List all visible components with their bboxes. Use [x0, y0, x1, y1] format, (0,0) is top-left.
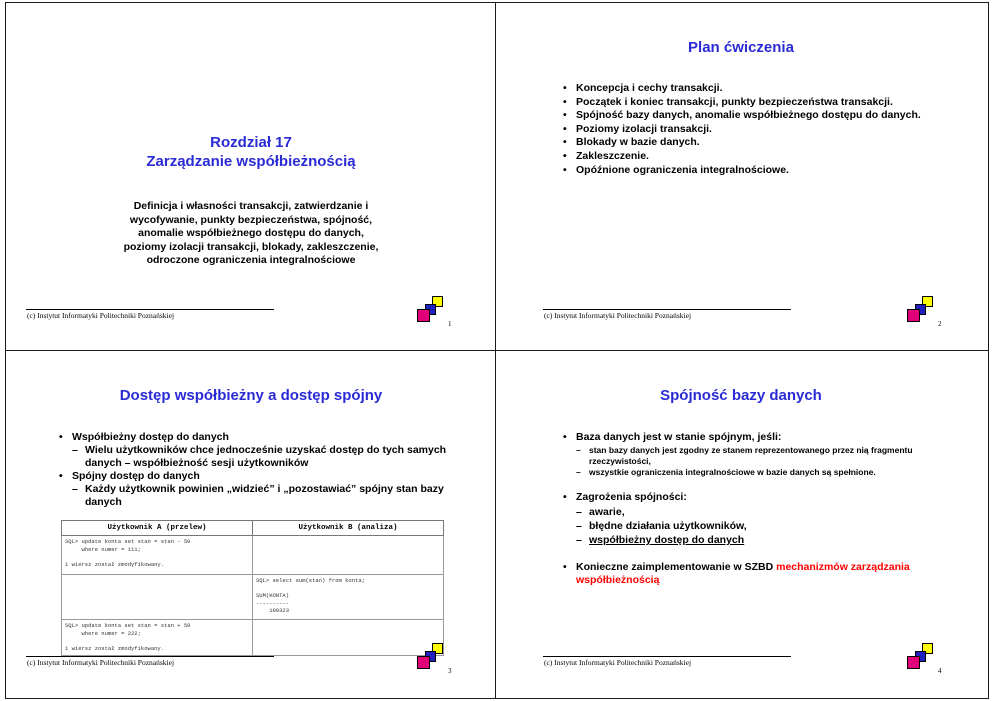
list-item: • Początek i koniec transakcji, punkty bezpieczeństwa transakcji.: [563, 96, 933, 110]
list-item: • Blokady w bazie danych.: [563, 136, 933, 150]
highlighted-text: mechanizmów zarządzania współbieżnością: [576, 561, 910, 586]
chapter-label: Rozdział 17: [210, 134, 292, 151]
page-number: 4: [938, 667, 942, 675]
column-header-user-a: Użytkownik A (przelew): [62, 521, 253, 536]
bullet-concurrent: [59, 431, 454, 470]
sql-cell: SQL> update konta set stan = stan + 50 where numer = 222; 1 wiersz został zmodyfikowany.: [62, 620, 253, 656]
slide-1: [6, 3, 496, 350]
bullet-text: Zagrożenia spójności:: [576, 491, 687, 503]
footer-rule: [26, 309, 274, 310]
sql-cell: SQL> update konta set stan = stan - 50 where numer = 111; 1 wiersz został zmodyfikowany.: [62, 536, 253, 575]
bullet-requirement: [563, 561, 923, 587]
description-line: poziomy izolacji transakcji, blokady, zakleszczenie,: [123, 240, 379, 253]
slide-1-heading: [6, 133, 496, 171]
sql-session-table: [61, 520, 444, 656]
chapter-title: Zarządzanie współbieżnością: [146, 153, 356, 170]
description-line: anomalie współbieżnego dostępu do danych,: [138, 227, 364, 239]
footer-rule: [26, 656, 274, 657]
bullet-consistent: [59, 470, 454, 509]
sub-bullet: – Każdy użytkownik powinien „widzieć” i „pozostawiać” spójny stan bazy danych: [72, 483, 454, 509]
page-number: 3: [448, 667, 452, 675]
column-header-user-b: Użytkownik B (analiza): [253, 521, 444, 536]
slide-4-title: Spójność bazy danych: [660, 387, 822, 404]
description-line: Definicja i własności transakcji, zatwierdzanie i: [133, 200, 369, 212]
sql-cell-empty: [253, 620, 444, 656]
sub-bullet: [576, 533, 923, 547]
bullet-threats: [563, 491, 923, 547]
slide-2-title: Plan ćwiczenia: [688, 39, 794, 56]
bullet-text: Konieczne zaimplementowanie w SZBD: [576, 561, 777, 573]
sub-bullet: – awarie,: [576, 505, 923, 519]
list-item: • Zakleszczenie.: [563, 150, 933, 164]
footer-text: (c) Instytut Informatyki Politechniki Poznańskiej: [544, 311, 692, 320]
sub-bullet: – błędne działania użytkowników,: [576, 519, 923, 533]
bullet-text: Współbieżny dostęp do danych: [72, 431, 229, 443]
list-item: • Poziomy izolacji transakcji.: [563, 123, 933, 137]
chapter-description: [6, 200, 496, 268]
slide-2: [496, 3, 986, 350]
sql-cell: SQL> select sum(stan) from konta; SUM(KONTA) ---------- 100323: [253, 575, 444, 620]
plan-list: [563, 82, 933, 177]
footer-rule: [543, 309, 791, 310]
bullet-text: Baza danych jest w stanie spójnym, jeśli:: [576, 431, 782, 443]
list-item: • Spójność bazy danych, anomalie współbieżnego dostępu do danych.: [563, 109, 933, 123]
slide-3-title: Dostęp współbieżny a dostęp spójny: [119, 387, 383, 404]
sql-cell-empty: [62, 575, 253, 620]
description-line: odroczone ograniczenia integralnościowe: [146, 254, 356, 266]
sub-bullet: – stan bazy danych jest zgodny ze stanem reprezentowanego przez nią fragmentu rzeczywistości,: [576, 445, 923, 467]
footer-text: (c) Instytut Informatyki Politechniki Poznańskiej: [27, 311, 175, 320]
sub-bullet: – Wielu użytkowników chce jednocześnie uzyskać dostęp do tych samych danych – współbieżność sesji użytkowników: [72, 444, 454, 470]
bullet-consistent-state: [563, 431, 923, 478]
sql-cell-empty: [253, 536, 444, 575]
bullet-text: Spójny dostęp do danych: [72, 470, 200, 482]
slide-3: [6, 351, 496, 698]
sub-bullet: – wszystkie ograniczenia integralnościowe w bazie danych są spełnione.: [576, 467, 923, 478]
footer-rule: [543, 656, 791, 657]
footer-text: (c) Instytut Informatyki Politechniki Poznańskiej: [27, 658, 175, 667]
footer-text: (c) Instytut Informatyki Politechniki Poznańskiej: [544, 658, 692, 667]
list-item: • Opóźnione ograniczenia integralnościowe.: [563, 164, 933, 178]
slide-4: [496, 351, 986, 698]
description-line: wycofywanie, punkty bezpieczeństwa, spójność,: [129, 213, 373, 226]
page-number: 1: [448, 320, 452, 328]
access-bullets: [59, 431, 454, 509]
page-number: 2: [938, 320, 942, 328]
underlined-text: współbieżny dostęp do danych: [589, 534, 745, 546]
consistency-bullets: [563, 431, 923, 587]
list-item: • Koncepcja i cechy transakcji.: [563, 82, 933, 96]
